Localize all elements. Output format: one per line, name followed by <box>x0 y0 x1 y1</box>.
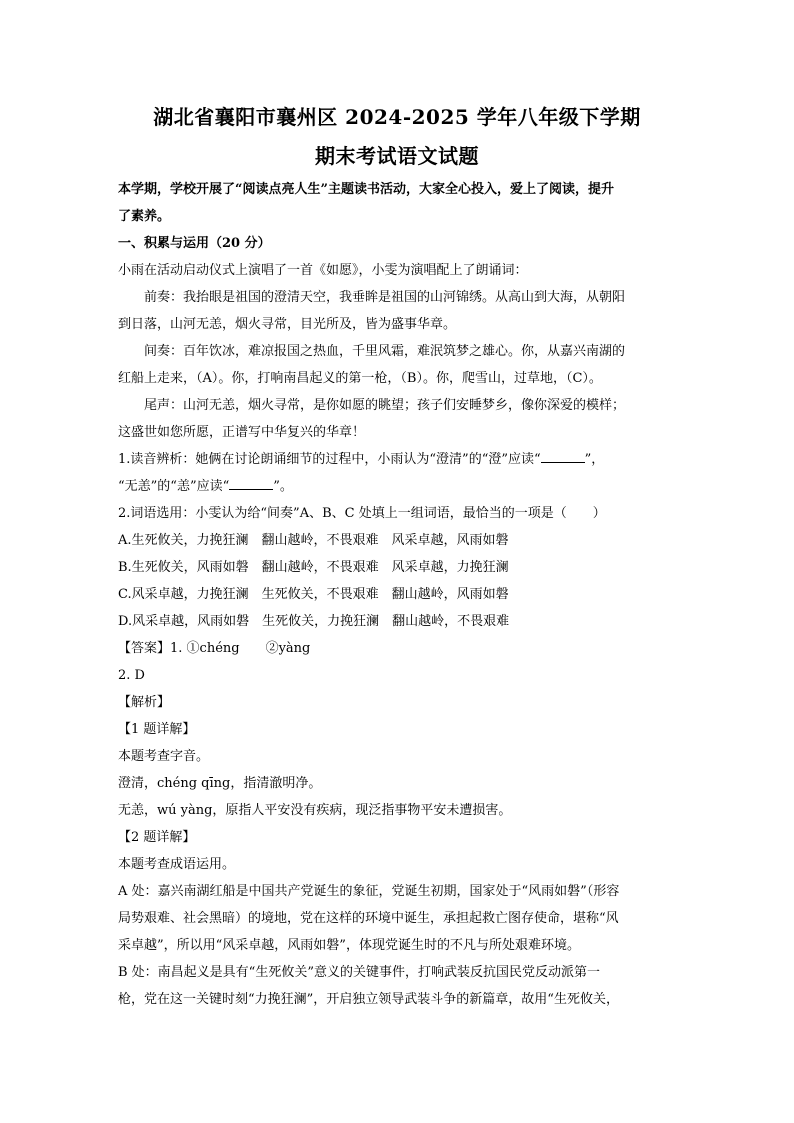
question-1-line-1 <box>118 446 670 473</box>
prelude-line-1: 前奏：我抬眼是祖国的澄清天空，我垂眸是祖国的山河锦绣。从高山到大海，从朝阳 <box>144 290 626 305</box>
q1-detail-heading: 【1 题详解】 <box>118 722 196 737</box>
interlude-line-2: 红船上走来，（A）。你，打响南昌起义的第一枪，（B）。你，爬雪山，过草地，（C）。 <box>118 371 602 386</box>
answer-line <box>118 635 670 662</box>
option-b: B.生死攸关，风雨如磐 翻山越岭，不畏艰难 风采卓越，力挽狂澜 <box>118 560 509 575</box>
exam-title-line2: 期末考试语文试题 <box>315 144 479 168</box>
question-2: 2.词语选用：小雯认为给“间奏”A、B、C 处填上一组词语，最恰当的一项是（ ） <box>118 506 606 521</box>
answer-blank-2[interactable] <box>229 475 273 490</box>
question-1-text-c: “无恙”的“恙”应读“ <box>118 479 230 494</box>
answer-label: 【答案】 <box>118 641 171 656</box>
q2-b-line-2: 枪，党在这一关键时刻“力挽狂澜”，开启独立领导武装斗争的新篇章，故用“生死攸关， <box>118 992 619 1007</box>
answer-q2: 2. D <box>118 668 145 683</box>
question-1-text-d: ”。 <box>273 479 293 494</box>
answer-blank-1[interactable] <box>541 448 585 463</box>
coda-line-2: 这盛世如您所愿，正谱写中华复兴的华章！ <box>118 425 366 440</box>
intro-line-1: 本学期，学校开展了“阅读点亮人生”主题读书活动，大家全心投入，爱上了阅读，提升 <box>118 182 614 197</box>
q2-b-line-1: B 处：南昌起义是具有“生死攸关”意义的关键事件，打响武装反抗国民党反动派第一 <box>118 965 600 980</box>
exam-title-line1: 湖北省襄阳市襄州区 2024-2025 学年八年级下学期 <box>153 105 641 129</box>
option-a: A.生死攸关，力挽狂澜 翻山越岭，不畏艰难 风采卓越，风雨如磐 <box>118 533 509 548</box>
q2-detail-heading: 【2 题详解】 <box>118 830 196 845</box>
answer-q1: 1. ①chéng ②yàng <box>170 641 311 656</box>
exam-content <box>118 176 670 1013</box>
question-1-text-b: ”， <box>584 452 605 467</box>
option-d: D.风采卓越，风雨如磐 生死攸关，力挽狂澜 翻山越岭，不畏艰难 <box>118 614 510 629</box>
q2-a-line-1: A 处：嘉兴南湖红船是中国共产党诞生的象征，党诞生初期，国家处于“风雨如磐”（形容 <box>118 884 620 899</box>
analysis-heading: 【解析】 <box>118 695 171 710</box>
question-1-line-2 <box>118 473 670 500</box>
section-heading: 一、积累与运用（20 分） <box>118 236 271 251</box>
prelude-line-2: 到日落，山河无恙，烟火寻常，目光所及，皆为盛事华章。 <box>118 317 457 332</box>
q1-detail-line-1: 本题考查字音。 <box>118 749 210 764</box>
q2-detail-line-1: 本题考查成语运用。 <box>118 857 236 872</box>
option-c: C.风采卓越，力挽狂澜 生死攸关，不畏艰难 翻山越岭，风雨如磐 <box>118 587 509 602</box>
lead-text: 小雨在活动启动仪式上演唱了一首《如愿》，小雯为演唱配上了朗诵词： <box>118 263 528 278</box>
coda-line-1: 尾声：山河无恙，烟火寻常，是你如愿的眺望；孩子们安睡梦乡，像你深爱的模样； <box>144 398 626 413</box>
intro-line-2: 了素养。 <box>118 209 171 224</box>
q1-detail-line-2: 澄清，chéng qīng，指清澈明净。 <box>118 776 322 791</box>
q2-a-line-3: 采卓越”，所以用“风采卓越，风雨如磐”，体现党诞生时的不凡与所处艰难环境。 <box>118 938 580 953</box>
q1-detail-line-3: 无恙，wú yàng，原指人平安没有疾病，现泛指事物平安未遭损害。 <box>118 803 512 818</box>
question-1-text-a: 1.读音辨析：她俩在讨论朗诵细节的过程中，小雨认为“澄清”的“澄”应读“ <box>118 452 541 467</box>
interlude-line-1: 间奏：百年饮冰，难凉报国之热血，千里风霜，难泯筑梦之雄心。你，从嘉兴南湖的 <box>144 344 626 359</box>
q2-a-line-2: 局势艰难、社会黑暗）的境地，党在这样的环境中诞生，承担起救亡图存使命，堪称“风 <box>118 911 619 926</box>
